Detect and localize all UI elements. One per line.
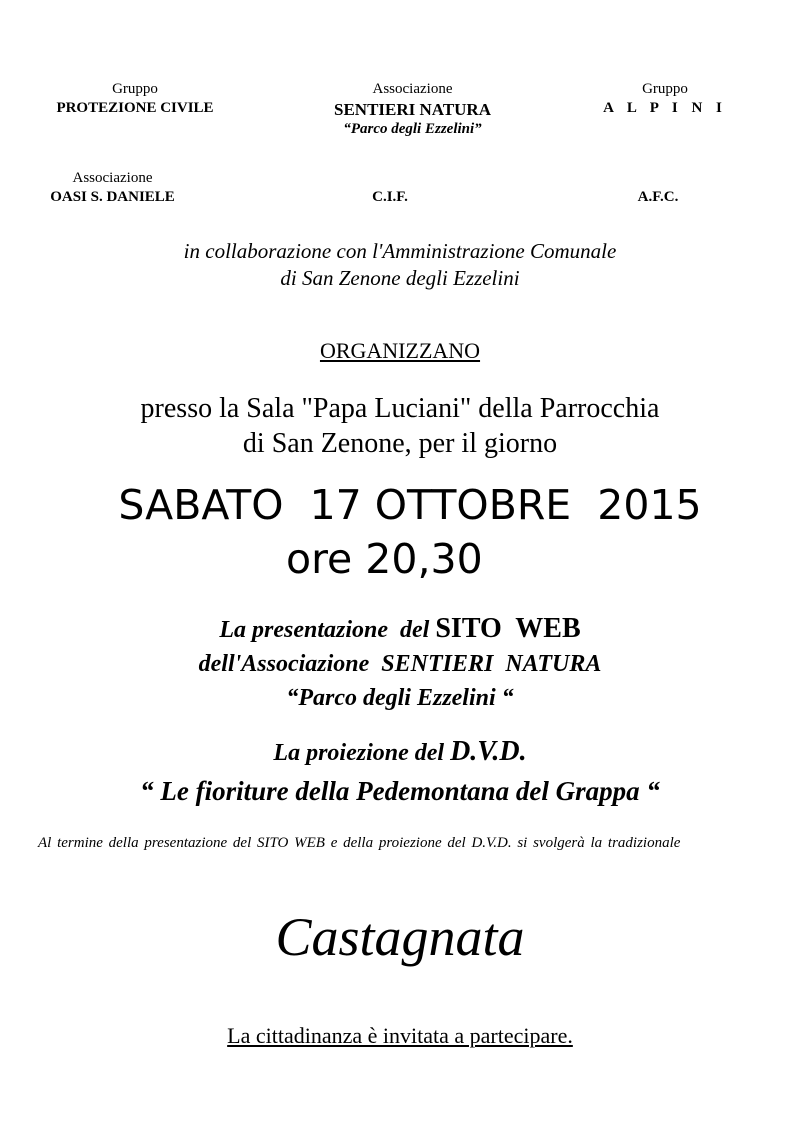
sito-web-label: SITO WEB xyxy=(435,613,581,644)
closing-note: Al termine della presentazione del SITO WEB e della proiezione del D.V.D. si svolgerà la tradizionale xyxy=(38,835,681,851)
collab-line-2: di San Zenone degli Ezzelini xyxy=(280,266,520,290)
group-caption: Associazione xyxy=(372,81,453,97)
date-line: SABATO 17 OTTOBRE 2015 xyxy=(118,481,702,529)
group-cif xyxy=(310,169,470,207)
group-subtitle: “Parco degli Ezzelini” xyxy=(343,121,482,137)
dvd-label: D.V.D. xyxy=(450,736,527,767)
group-caption: Associazione xyxy=(72,170,153,186)
event-date xyxy=(30,478,790,586)
organizzano-heading xyxy=(0,338,800,364)
group-afc xyxy=(578,169,738,207)
venue-line-1: presso la Sala "Papa Luciani" della Parrocchia xyxy=(140,393,660,424)
dvd-title: “ Le fioriture della Pedemontana del Grappa “ xyxy=(140,776,660,806)
presentation-association-name: SENTIERI NATURA xyxy=(381,651,602,677)
time-line: ore 20,30 xyxy=(286,535,483,583)
presentation-block xyxy=(0,612,800,715)
presentation-line-3: “Parco degli Ezzelini “ xyxy=(286,685,514,711)
group-oasi-s-daniele xyxy=(10,169,215,207)
invite-text: La cittadinanza è invitata a partecipare. xyxy=(227,1023,573,1048)
group-caption xyxy=(578,169,738,188)
group-name: A.F.C. xyxy=(637,188,679,205)
presentation-line-2 xyxy=(0,647,800,681)
presentation-association: dell'Associazione xyxy=(198,651,382,677)
group-sentieri-natura xyxy=(290,80,535,139)
group-protezione-civile xyxy=(20,80,250,118)
group-name: SENTIERI NATURA xyxy=(334,99,491,119)
collaboration-text xyxy=(0,238,800,292)
group-name: OASI S. DANIELE xyxy=(50,188,175,205)
group-caption: Gruppo xyxy=(112,81,158,97)
group-name: C.I.F. xyxy=(372,188,408,205)
group-name: A L P I N I xyxy=(603,99,727,116)
castagnata-title: Castagnata xyxy=(275,907,525,967)
group-alpini xyxy=(585,80,745,118)
presentation-line-1 xyxy=(0,612,800,647)
invite-line xyxy=(0,1023,800,1049)
venue-text xyxy=(0,391,800,461)
collab-line-1: in collaborazione con l'Amministrazione Comunale xyxy=(183,239,617,263)
group-name: PROTEZIONE CIVILE xyxy=(56,99,214,116)
organizzano-label: ORGANIZZANO xyxy=(319,338,481,363)
projection-block xyxy=(0,733,800,810)
group-caption: Gruppo xyxy=(642,81,688,97)
presentation-prefix: La presentazione del xyxy=(219,617,436,643)
projection-line-1 xyxy=(0,733,800,772)
group-caption xyxy=(310,169,470,188)
venue-line-2: di San Zenone, per il giorno xyxy=(242,428,558,459)
projection-prefix: La proiezione del xyxy=(273,740,451,766)
